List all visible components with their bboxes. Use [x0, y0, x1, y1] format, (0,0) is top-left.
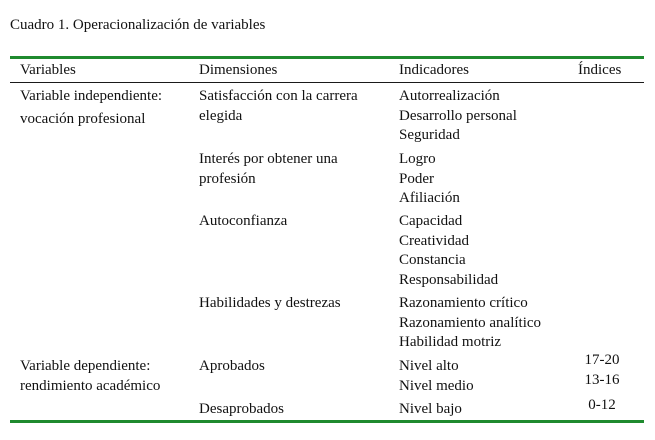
indicator-item: Responsabilidad — [399, 271, 499, 288]
indicator-item: Constancia — [399, 252, 466, 268]
indicator-item: Poder — [399, 170, 434, 187]
header-indices: Índices — [578, 62, 622, 78]
indicator-item: Afiliación — [399, 190, 460, 206]
dimension-satisfaccion-line1: Satisfacción con la carrera — [199, 88, 358, 104]
dimension-desaprobados: Desaprobados — [199, 401, 284, 417]
indicators-aprobados — [399, 357, 474, 396]
dimension-interes — [199, 150, 338, 189]
indicator-item: Capacidad — [399, 213, 463, 229]
indices-desaprobados — [560, 396, 644, 416]
indicator-item: Razonamiento crítico — [399, 295, 528, 311]
indicators-desaprobados — [399, 400, 462, 420]
indicators-autoconfianza — [399, 212, 498, 290]
dimension-satisfaccion — [199, 87, 358, 126]
header-variables: Variables — [20, 62, 76, 78]
dimension-habilidades: Habilidades y destrezas — [199, 295, 341, 311]
indicator-item: Nivel bajo — [399, 401, 462, 417]
table-top-rule — [10, 56, 644, 59]
indicator-item: Logro — [399, 151, 436, 167]
indicators-interes — [399, 150, 460, 209]
indicator-item: Seguridad — [399, 127, 460, 143]
variable-independiente-line2: vocación profesional — [20, 110, 146, 127]
table-header-rule — [10, 82, 644, 83]
indicator-item: Habilidad motriz — [399, 334, 502, 350]
indicator-item: Desarrollo personal — [399, 107, 517, 124]
variable-independiente-line1: Variable independiente: — [20, 88, 163, 104]
indicator-item: Nivel medio — [399, 377, 474, 394]
indicators-satisfaccion — [399, 87, 517, 146]
index-item: 0-12 — [588, 397, 616, 413]
variable-dependiente-line1: Variable dependiente: — [20, 358, 151, 374]
indicators-habilidades — [399, 294, 541, 353]
table-bottom-rule — [10, 420, 644, 423]
indicator-item: Razonamiento analítico — [399, 314, 542, 331]
indices-aprobados — [560, 351, 644, 390]
dimension-satisfaccion-line2: elegida — [199, 107, 243, 124]
dimension-interes-line1: Interés por obtener una — [199, 151, 338, 167]
indicator-item: Autorrealización — [399, 88, 500, 104]
header-indicadores: Indicadores — [399, 62, 469, 78]
header-dimensiones: Dimensiones — [199, 62, 278, 78]
indicator-item: Creatividad — [399, 232, 469, 249]
dimension-interes-line2: profesión — [199, 170, 256, 187]
dimension-aprobados: Aprobados — [199, 358, 265, 374]
index-item: 17-20 — [584, 352, 620, 368]
variable-dependiente-line2: rendimiento académico — [20, 377, 161, 394]
dimension-autoconfianza: Autoconfianza — [199, 213, 288, 229]
variable-independiente — [20, 87, 162, 129]
table-caption: Cuadro 1. Operacionalización de variables — [10, 17, 266, 33]
index-item: 13-16 — [584, 371, 620, 388]
variable-dependiente — [20, 357, 160, 396]
indicator-item: Nivel alto — [399, 358, 459, 374]
